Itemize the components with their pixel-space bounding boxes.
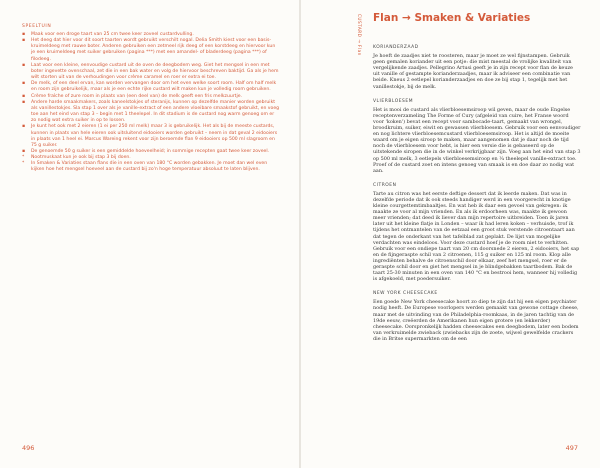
section-paragraph: Een goede New York cheesecake hoort zo diep te zijn dat hij een eigen psychiater nodig heeft. De Europese voorlopers werden gemaakt van gewone cottage cheese, maar met de uitvinding van de Philadelphia-roomkaas, in de jaren tachtig van de 19de eeuw, creëerden de Amerikanen hun eigen grotere (en lekkerder) cheesecake. Oorspronkelijk hadden cheesecakes een deegbodem, later een bodem van verkruimelde zwieback (zwiebacks zijn de zoete, wijwel gewelfelde crackers die in Britse supermarkten om de een	[373, 299, 579, 342]
note-text: De melk, of een deel ervan, kan worden vervangen door om het even welke soort room. Half om half melk en room zijn gebruikelijk, maar als je een echte rijke custard wilt maken kun je volledig room gebruiken.	[31, 81, 277, 93]
note-text: In Smaken & Variaties staan flans die in een oven van 180 °C worden gebakken. Je moet dan wel even kijken hoe het mengsel hoeveel aan de custard bij zo'n hoge temperatuur absoluut te laten blijven.	[31, 161, 268, 173]
note-item	[22, 161, 280, 173]
section-paragraph: Tarte au citron was het eerste deftige dessert dat ik leerde maken. Dat was in dezelfde periode dat ik ook steeds handiger werd in een voorgerecht in knotige kleine courgettemtimbaaltjes. En wat heb ik daar een gevoel van gekregen: ik maakte ze voor al mijn vrienden. En als ik erdoorheen was, maakte ik gewoon meer vrienden; dat deed ik liever dan mijn repertoire uitbreiden. Toen ik jaren later uit het kleine flatje in Londen – waar ik had leren koken – verhuisde, trof ik tijdens het ontmantelen van de eetzaal een groot stuk verstende citroentaart aan dat tegen de onderkant van het tafelblad zat geplakt. De lijst van mogelijke verdachten was eindeloos. Voor deze custard hoef je de room niet te verhitten. Gebruik voor een ondiepe taart van 20 cm doorsnede 2 eieren, 2 eidooiers, het sap en de fijngeraspte schil van 2 citroenen, 115 g suiker en 125 ml room. Klop alle ingrediënten behalve de citroenschil door elkaar, zeef het mengsel, roer er de geraspte schil door en giet het mengsel in je blindgebakken taartbodem. Bak de taart 25-30 minuten in een oven van 140 °C en bestrooi hem, wanneer hij volledig is afgekoeld, met poedersuiker.	[373, 190, 580, 283]
note-marker: *	[22, 161, 25, 167]
note-item	[22, 81, 280, 93]
page-number-right: 497	[565, 444, 578, 452]
note-text: Laat voor een kleine, eenvoudige custard uit de oven de deegbodem weg. Giet het mengsel in een met boter ingevette ovenschaal, zet die in een bak water en volg de hiervoor beschreven baktijd. Ga als je hem wilt storten uit van de verhoudingen voor crème caramel en roer er extra ei toe.	[31, 62, 279, 81]
note-marker: ▪	[22, 124, 26, 130]
note-marker: ▪	[22, 32, 26, 37]
page-title: Flan → Smaken & Variaties	[373, 12, 531, 24]
note-item	[22, 38, 280, 63]
notes-list	[22, 32, 280, 174]
section-heading: SPEELTUIN	[22, 24, 52, 29]
note-item	[22, 124, 280, 149]
note-item	[22, 63, 280, 81]
page-number-left: 496	[22, 444, 35, 452]
note-marker: ▪	[22, 148, 26, 154]
note-marker: ▪	[22, 93, 26, 99]
section-heading-korianderzaad: KORIANDERZAAD	[373, 45, 419, 50]
section-paragraph: Het is mooi de custard als vlierbloesemsiroop wil geven, maar de oude Engelse receptenverzameling The Forme of Cury (afgeleid van cuire, het Franse woord voor 'koken') bevat een recept voor sambocade-taart, gemaakt van wrongel, broodkruim, suiker, eiwit en gewassen vlierbloesem. Gebruik voor een eenvoudiger en nog lichtere vlierbloesemcustard vlierbloesemsiroop. Het is altijd de moeite waard om je eigen siroop te maken, maar aangenomen dat je daar noch de tijd noch de vlierbloesem voor hebt, is hier een versie die is gebaseerd op de uitstekende siropen die in de winkel verkrijgbaar zijn. Voeg aan het eind van stap 3 op 500 ml melk, 3 eetlepels vlierbloesemsiroop en ¼ theelepel vanille-extract toe. Proef of de custard zoet en intens genoeg van smaak is en doe daar zo nodig wat aan.	[373, 106, 581, 174]
note-text: Het deeg dat hier voor dit soort taarten wordt gebruikt verschilt nogal. Delia Smith kiest voor een basis-kruimeldeeg met rauwe boter. Anderen gebruiken een zetmeel rijk deeg of een korstdeeg en hiervoor kun je een kruimeldeeg met suiker gebruiken (pagina ***) met een amandel- of bladerdeeg (pagina ***) of filodeeg.	[31, 38, 276, 62]
note-text: De genoemde 50 g suiker is een gemiddelde hoeveelheid; in sommige recepten gaat twee keer zoveel.	[31, 148, 270, 154]
note-text: Andere harde smaakmakers, zoals kaneelstokjes of steranijs, kunnen op dezelfde manier worden gebruikt als vanillestokjes. Sla stap 1 over als je vanille-extract of een andere vloeibare smaakstof gebruikt, en voeg toe aan het eind van stap 3 – begin met 1 theelepel. In dit stadium is de custard nog warm genoeg om er zo nodig wat extra suiker in op te lossen.	[31, 99, 280, 124]
note-marker: *	[22, 155, 25, 161]
note-text: Nootmuskaat kun je ook bij stap 3 bij doen.	[31, 155, 131, 161]
left-page	[0, 0, 299, 468]
content-body	[373, 45, 581, 346]
note-text: Crème fraîche of zure room in plaats van (een deel van) de melk geeft een fris melkzuurtje.	[31, 93, 243, 99]
note-marker: ▪	[22, 99, 26, 105]
section-paragraph: Je hoeft de zaadjes niet te roosteren, maar je moet ze wel fijnstampen. Gebruik geen gemalen koriander uit een potje: die mist meestal de vrolijke kwaliteit van vergelijkende zaadjes. Pellegrino Artusi geeft je in zijn recept voor flan de keuze uit vanille of gestampte korianderzaadjes, maar ik adviseer een combinatie van beide. Kneus 2 eetlepel korianderzaadjes en doe ze bij stap 1, tegelijk met het vanillestokje, bij de melk.	[373, 53, 573, 90]
section-heading-vlierbloesem: VLIERBLOESEM	[373, 98, 414, 104]
note-marker: ▪	[22, 62, 26, 68]
section-heading-citroen: CITROEN	[373, 182, 397, 188]
note-text: Maak voor een droge taart van 25 cm twee keer zoveel custardvulling.	[31, 32, 194, 37]
note-item	[22, 100, 280, 125]
running-head: CUSTARD → Flan	[357, 14, 362, 56]
section-heading-new-york-cheesecake: NEW YORK CHEESECAKE	[373, 291, 438, 297]
note-marker: ▪	[22, 38, 26, 44]
note-text: Je kunt het ook met 2 eieren (1 ei per 250 ml melk) maar 3 is gebruikelijk. Het als bij de meeste custards, kunnen in plaats van hele eieren ook uitsluitend eidooiers worden gebruikt – neem in dat geval 2 eidooiers in plaats van 1 heel ei. Marcus Wareing rekent voor zijn beroemde flan 9 eidooiers op 500 ml slagroom en 75 g suiker.	[31, 124, 278, 148]
note-marker: ▪	[22, 81, 26, 87]
